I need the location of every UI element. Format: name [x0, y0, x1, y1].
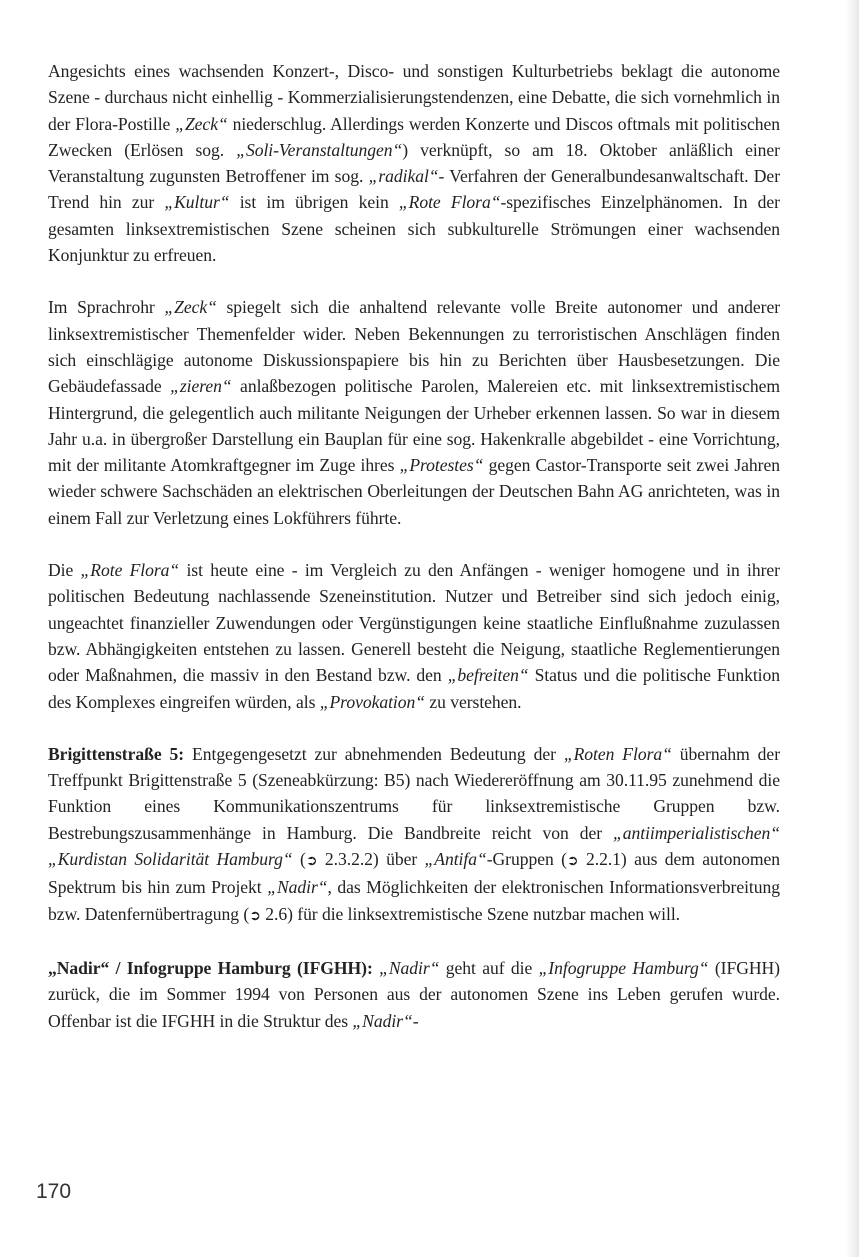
text-run: geht auf die [439, 957, 539, 978]
text-run: ( [292, 849, 306, 870]
text-run: Status und die politische Funktion des Komplexes eingreifen würden, als [48, 665, 780, 712]
text-run: 2.2.1) aus dem autonomen Spektrum bis hin zum Projekt [48, 849, 780, 898]
italic-quote-run: „Rote Flora“ [398, 192, 501, 213]
cross-reference-arrow-icon: ➲ [249, 907, 261, 924]
text-run: zu verstehen. [425, 691, 522, 712]
text-run: , das Möglichkeiten der elektronischen Informationsverbreitung bzw. Datenfernübertragung ( [48, 877, 780, 924]
text-run: (IFGHH) zurück, die im Sommer 1994 von Personen aus der autonomen Szene ins Leben gerufen wurde. Offenbar ist die IFGHH in die Struktur des [48, 957, 780, 1031]
paragraph-p4 [48, 741, 780, 929]
italic-quote-run: „Zeck“ [164, 297, 217, 318]
italic-quote-run: „Roten Flora“ [563, 743, 672, 764]
text-run: Die [48, 560, 81, 581]
text-run: - [412, 1010, 419, 1031]
paragraph-p5 [48, 955, 780, 1034]
text-run: spiegelt sich die anhaltend relevante volle Breite autonomer und anderer linksextremistischer Themenfelder wider. Neben Bekennungen zu terroristischen Anschlägen finden sich einschlägige autonome Diskussionspapiere bis hin zu Berichten über Hausbesetzungen. Die Gebäudefassade [48, 297, 781, 397]
text-run: ) verknüpft, so am 18. Oktober anläßlich einer Veranstaltung zugunsten Betroffener im sog. [48, 139, 780, 187]
scan-edge-shadow [845, 0, 859, 1257]
italic-quote-run: „Nadir“ [267, 877, 328, 898]
text-run: übernahm der Treffpunkt Brigittenstraße 5 (Szeneabkürzung: B5) nach Wiedereröffnung am 30.11.95 zunehmend die Funktion eines Kommunikationszentrums für linksextremistische Gruppen bzw. Bestrebungszusammenhänge in Hamburg. Die Bandbreite reicht von der [48, 743, 781, 843]
italic-quote-run: „Provokation“ [319, 691, 425, 712]
text-run: Angesichts eines wachsenden Konzert-, Disco- und sonstigen Kulturbetriebs beklagt die autonome Szene - durchaus nicht einhellig - Kommerzialisierungstendenzen, eine Debatte, die sich vornehmlich in der Flora-Postille [48, 61, 780, 134]
text-run: - Verfahren der Generalbundesanwaltschaft. Der Trend hin zur [48, 166, 780, 213]
text-run: ist im übrigen kein [229, 192, 399, 213]
paragraph-p2 [48, 294, 780, 531]
text-run: -spezifisches Einzelphänomen. In der gesamten linksextremistischen Szene scheinen sich subkulturelle Strömungen einer wachsenden Konjunktur zu erfreuen. [48, 192, 780, 266]
paragraph-p3 [48, 557, 780, 715]
italic-quote-run: „Antifa“ [424, 849, 487, 870]
page-number: 170 [36, 1180, 72, 1203]
italic-quote-run: „antiimperialistischen“ „Kurdistan Solidarität Hamburg“ [48, 822, 780, 870]
italic-quote-run: „zieren“ [170, 376, 232, 397]
text-run: Im Sprachrohr [48, 297, 165, 318]
text-run: -Gruppen ( [486, 849, 567, 870]
italic-quote-run: „Nadir“ [352, 1010, 413, 1031]
bold-heading-run: Brigittenstraße 5: [48, 743, 185, 764]
italic-quote-run: „Protestes“ [399, 455, 484, 476]
document-body [48, 58, 780, 1060]
italic-quote-run: „Nadir“ [379, 957, 440, 978]
text-run: niederschlug. Allerdings werden Konzerte und Discos oftmals mit politischen Zwecken (Erlösen sog. [48, 113, 780, 160]
italic-quote-run: „Infogruppe Hamburg“ [538, 957, 709, 978]
cross-reference-arrow-icon: ➲ [305, 853, 318, 870]
italic-quote-run: „Soli-Veranstaltungen“ [236, 139, 403, 160]
text-run: ist heute eine - im Vergleich zu den Anfängen - weniger homogene und in ihrer politischen Bedeutung nachlassende Szeneinstitution. Nutzer und Betreiber sind sich jedoch einig, ungeachtet finanzieller Zuwendungen oder Vergünstigungen keine staatliche Einflußnahme zuzulassen bzw. Abhängigkeiten entstehen zu lassen. Generell besteht die Neigung, staatliche Reglementierungen oder Maßnahmen, die massiv in den Bestand bzw. den [48, 560, 780, 686]
paragraph-p1 [48, 58, 780, 268]
text-run: 2.6) für die linksextremistische Szene nutzbar machen will. [260, 903, 681, 924]
italic-quote-run: „Rote Flora“ [80, 560, 180, 581]
italic-quote-run: „radikal“ [368, 166, 439, 187]
text-run: Entgegengesetzt zur abnehmenden Bedeutung der [184, 743, 564, 764]
bold-heading-run: „Nadir“ / Infogruppe Hamburg (IFGHH): [48, 957, 373, 978]
cross-reference-arrow-icon: ➲ [566, 853, 579, 870]
italic-quote-run: „Kultur“ [164, 192, 230, 213]
text-run: gegen Castor-Transporte seit zwei Jahren wieder schwere Sachschäden an elektrischen Oberleitungen der Deutschen Bahn AG anrichteten, was in einem Fall zur Verletzung eines Lokführers führte. [48, 455, 780, 528]
text-run: anlaßbezogen politische Parolen, Malereien etc. mit linksextremistischem Hintergrund, die gelegentlich auch militante Neigungen der Urheber erkennen lassen. So war in diesem Jahr u.a. in übergroßer Darstellung ein Bauplan für eine sog. Hakenkralle abgebildet - eine Vorrichtung, mit der militante Atomkraftgegner im Zuge ihres [48, 376, 781, 476]
italic-quote-run: „Zeck“ [175, 113, 228, 134]
italic-quote-run: „befreiten“ [447, 665, 529, 686]
text-run: 2.3.2.2) über [317, 849, 425, 870]
